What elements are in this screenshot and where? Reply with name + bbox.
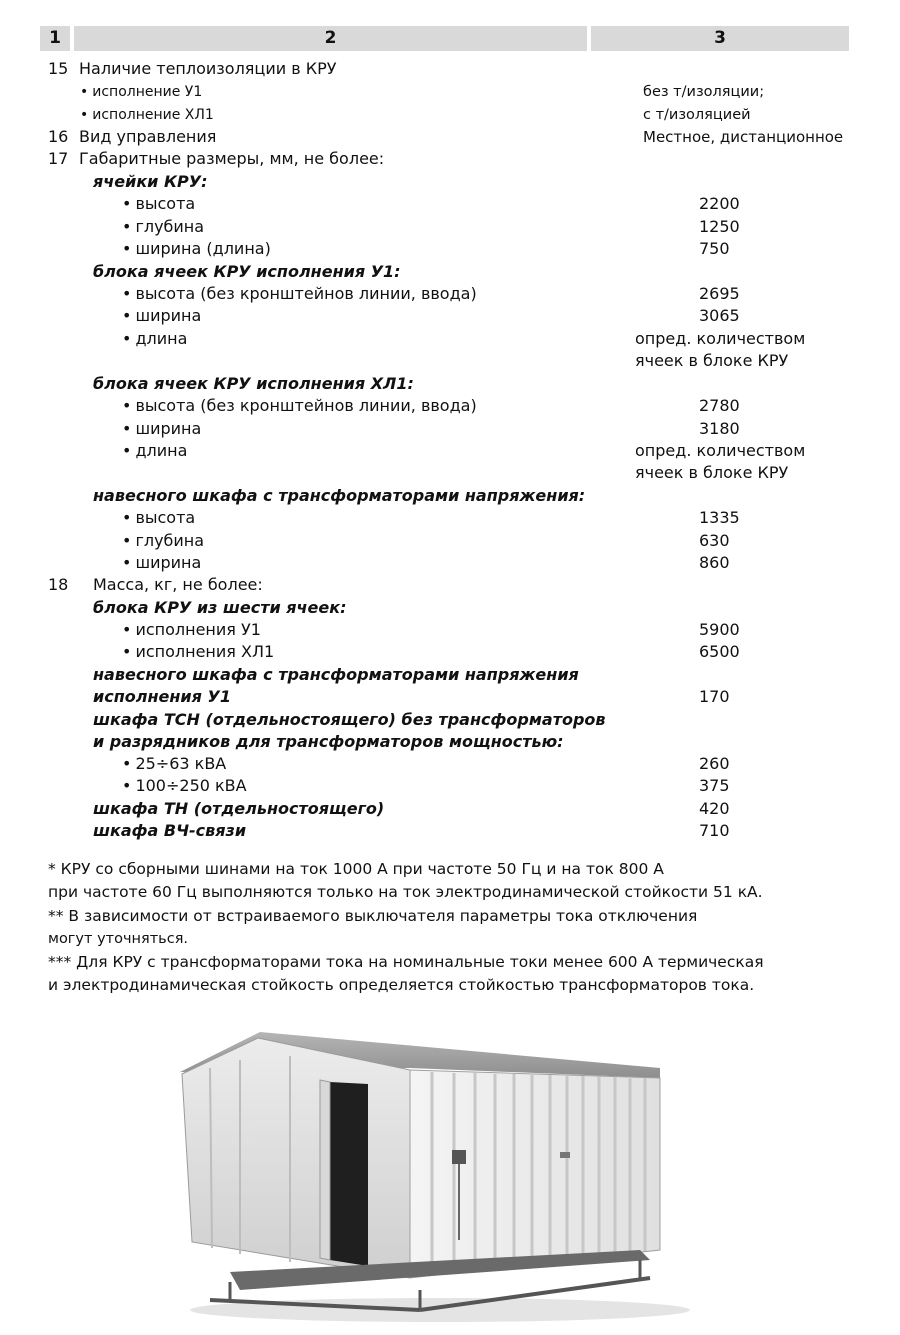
header-col-2: 2 — [74, 26, 587, 51]
footnote-1b: при частоте 60 Гц выполняются только на ток электродинамической стойкости 51 кА. — [48, 883, 763, 901]
row-value: 2200 — [699, 194, 740, 213]
section-block-mass: блока КРУ из шести ячеек: — [93, 598, 347, 617]
row-number: 16 — [48, 127, 69, 146]
row-value: 5900 — [699, 620, 740, 639]
section-tsn-line1: шкафа ТСН (отдельностоящего) без трансформаторов — [93, 710, 606, 729]
row-number: 18 — [48, 575, 69, 594]
row-value: 2780 — [699, 396, 740, 415]
row-value: 1250 — [699, 217, 740, 236]
row-label: • исполнения У1 — [122, 619, 261, 641]
row-label: • длина — [122, 328, 187, 350]
header-col-1: 1 — [40, 26, 70, 51]
row-value: 710 — [699, 821, 730, 840]
row-label: • ширина — [122, 418, 201, 440]
row-value: Местное, дистанционное — [643, 128, 844, 146]
footnote-3a: *** Для КРУ с трансформаторами тока на номинальные токи менее 600 А термическая — [48, 953, 764, 971]
row-value: 170 — [699, 687, 730, 706]
row-value: без т/изоляции; — [643, 84, 765, 100]
row-value: 3065 — [699, 306, 740, 325]
section-hanging-cabinet: навесного шкафа с трансформаторами напряжения: — [93, 486, 586, 505]
row-value: 1335 — [699, 508, 740, 527]
row-label: • исполнение У1 — [80, 81, 202, 103]
row-value: 260 — [699, 754, 730, 773]
row-value: 750 — [699, 239, 730, 258]
row-value: с т/изоляцией — [643, 107, 751, 123]
row-value: 860 — [699, 553, 730, 572]
section-cells: ячейки КРУ: — [93, 172, 208, 191]
footnote-2b: могут уточняться. — [48, 931, 189, 947]
row-label: • исполнение ХЛ1 — [80, 104, 214, 126]
row-number: 15 — [48, 59, 69, 78]
row-value: 6500 — [699, 642, 740, 661]
row-label: • высота — [122, 193, 195, 215]
section-block-u1: блока ячеек КРУ исполнения У1: — [93, 262, 401, 281]
section-block-hl1: блока ячеек КРУ исполнения ХЛ1: — [93, 374, 414, 393]
row-label: Наличие теплоизоляции в КРУ — [79, 59, 337, 78]
footnote-1a: * КРУ со сборными шинами на ток 1000 А при частоте 50 Гц и на ток 800 А — [48, 860, 664, 878]
row-value: 630 — [699, 531, 730, 550]
row-label: • длина — [122, 440, 187, 462]
footnote-2a: ** В зависимости от встраиваемого выключателя параметры тока отключения — [48, 907, 698, 925]
footnote-3b: и электродинамическая стойкость определяется стойкостью трансформаторов тока. — [48, 976, 755, 994]
row-label: Вид управления — [79, 127, 217, 146]
section-hanging-cabinet-mass: навесного шкафа с трансформаторами напряжения — [93, 665, 579, 684]
row-label: • ширина — [122, 305, 201, 327]
row-value: 2695 — [699, 284, 740, 303]
row-label: • 25÷63 кВА — [122, 753, 226, 775]
header-col-3: 3 — [591, 26, 849, 51]
row-value: опред. количеством — [635, 329, 806, 348]
row-label: • ширина — [122, 552, 201, 574]
switchgear-container-image — [170, 1010, 690, 1330]
row-label: шкафа ТН (отдельностоящего) — [93, 799, 385, 818]
u1-length-value-cont: ячеек в блоке КРУ — [635, 351, 789, 370]
row-label: • ширина (длина) — [122, 238, 271, 260]
row-label: • высота (без кронштейнов линии, ввода) — [122, 395, 477, 417]
row-label: шкафа ВЧ-связи — [93, 821, 247, 840]
row-value: 420 — [699, 799, 730, 818]
row-label: Габаритные размеры, мм, не более: — [79, 149, 385, 168]
section-tsn-line2: и разрядников для трансформаторов мощностью: — [93, 732, 564, 751]
hl1-length-value-cont: ячеек в блоке КРУ — [635, 463, 789, 482]
row-number: 17 — [48, 149, 69, 168]
row-label: • 100÷250 кВА — [122, 775, 247, 797]
row-value: 375 — [699, 776, 730, 795]
row-label: • высота — [122, 507, 195, 529]
row-label: исполнения У1 — [93, 687, 231, 706]
row-label: • исполнения ХЛ1 — [122, 641, 274, 663]
row-label: • высота (без кронштейнов линии, ввода) — [122, 283, 477, 305]
row-label: • глубина — [122, 216, 204, 238]
row-value: опред. количеством — [635, 441, 806, 460]
row-label: Масса, кг, не более: — [93, 575, 263, 594]
row-label: • глубина — [122, 530, 204, 552]
row-value: 3180 — [699, 419, 740, 438]
